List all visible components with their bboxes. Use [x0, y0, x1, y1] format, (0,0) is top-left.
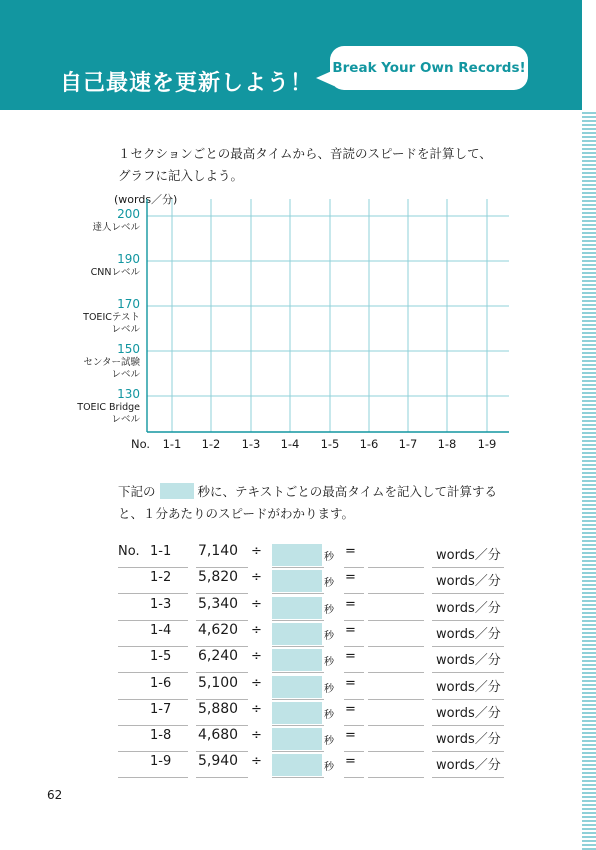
equals-sign: = [345, 596, 356, 612]
table-row [118, 568, 504, 594]
page-title: 自己最速を更新しよう！ [60, 71, 314, 96]
row-underline [196, 777, 248, 778]
seconds-label: 秒 [324, 630, 334, 642]
table-row [118, 700, 504, 726]
word-count: 6,240 [198, 648, 239, 665]
equals-sign: = [345, 675, 356, 691]
x-tick-label: 1-9 [477, 437, 497, 451]
table-row [118, 726, 504, 752]
seconds-label: 秒 [324, 762, 334, 774]
seconds-input-box[interactable] [272, 623, 322, 645]
x-tick-label: 1-2 [201, 437, 221, 451]
word-count: 4,680 [198, 727, 239, 744]
table-row [118, 752, 504, 778]
seconds-label: 秒 [324, 709, 334, 721]
level-label: センター試験 レベル [83, 357, 140, 380]
x-tick-label: 1-8 [437, 437, 457, 451]
seconds-box-sample [160, 483, 194, 499]
x-tick-label: 1-3 [241, 437, 261, 451]
seconds-input-box[interactable] [272, 544, 322, 566]
section-id: 1-6 [150, 675, 172, 691]
seconds-label: 秒 [324, 578, 334, 590]
section-id: 1-4 [150, 622, 172, 638]
level-label: CNNレベル [90, 267, 140, 278]
table-row [118, 621, 504, 647]
level-label: 達人レベル [92, 222, 140, 233]
words-per-minute-unit: words／分 [436, 600, 501, 616]
word-count: 5,940 [198, 753, 239, 770]
description-line-2: と、１分あたりのスピードがわかります。 [118, 506, 355, 521]
seconds-input-box[interactable] [272, 702, 322, 724]
equals-sign: = [345, 754, 356, 770]
section-id: 1-9 [150, 754, 172, 770]
seconds-input-box[interactable] [272, 676, 322, 698]
intro-line-1: １セクションごとの最高タイムから、音読のスピードを計算して、 [118, 146, 492, 161]
word-count: 5,820 [198, 569, 239, 586]
section-id: 1-2 [150, 570, 172, 586]
table-row [118, 595, 504, 621]
divide-sign: ÷ [251, 701, 262, 717]
divide-sign: ÷ [251, 622, 262, 638]
row-underline [344, 777, 364, 778]
words-per-minute-unit: words／分 [436, 574, 501, 590]
seconds-label: 秒 [324, 604, 334, 616]
seconds-input-box[interactable] [272, 597, 322, 619]
seconds-label: 秒 [324, 683, 334, 695]
word-count: 7,140 [198, 543, 239, 559]
row-no-label: No. [118, 544, 140, 559]
words-per-minute-unit: words／分 [436, 653, 501, 669]
words-per-minute-unit: words／分 [436, 732, 501, 748]
divide-sign: ÷ [251, 596, 262, 612]
row-underline [432, 777, 504, 778]
section-id: 1-7 [150, 701, 172, 717]
words-per-minute-unit: words／分 [436, 626, 501, 642]
equals-sign: = [345, 701, 356, 717]
equals-sign: = [345, 622, 356, 638]
y-tick-label: 200 [117, 207, 140, 221]
word-count: 4,620 [198, 621, 239, 638]
y-tick-label: 150 [117, 342, 140, 356]
divide-sign: ÷ [251, 649, 262, 665]
row-underline [368, 777, 424, 778]
seconds-input-box[interactable] [272, 728, 322, 750]
x-tick-label: 1-1 [162, 437, 182, 451]
seconds-input-box[interactable] [272, 570, 322, 592]
section-id: 1-5 [150, 649, 172, 665]
description-text [118, 481, 518, 525]
seconds-label: 秒 [324, 736, 334, 748]
word-count: 5,340 [198, 595, 239, 612]
x-tick-label: 1-5 [320, 437, 340, 451]
speech-bubble-text: Break Your Own Records! [332, 60, 526, 76]
seconds-input-box[interactable] [272, 649, 322, 671]
row-underline [118, 777, 188, 778]
section-id: 1-1 [150, 544, 172, 559]
page-number: 62 [47, 788, 63, 802]
y-tick-label: 170 [117, 297, 140, 311]
words-per-minute-unit: words／分 [436, 548, 501, 563]
equals-sign: = [345, 649, 356, 665]
words-per-minute-unit: words／分 [436, 758, 501, 774]
word-count: 5,880 [198, 700, 239, 717]
x-tick-label: 1-6 [359, 437, 379, 451]
grid-lines [147, 199, 509, 432]
row-underline [272, 777, 324, 778]
table-row [118, 647, 504, 673]
x-tick-label: 1-4 [280, 437, 300, 451]
level-label: TOEICテスト レベル [83, 312, 140, 335]
divide-sign: ÷ [251, 544, 262, 559]
table-row [118, 674, 504, 700]
description-before: 下記の [118, 484, 156, 499]
seconds-label: 秒 [324, 552, 334, 563]
word-count: 5,100 [198, 674, 239, 691]
equals-sign: = [345, 570, 356, 586]
x-axis-prefix: No. [131, 437, 151, 451]
divide-sign: ÷ [251, 728, 262, 744]
divide-sign: ÷ [251, 570, 262, 586]
section-id: 1-3 [150, 596, 172, 612]
equals-sign: = [345, 544, 356, 559]
level-label: TOEIC Bridge レベル [77, 402, 140, 425]
words-per-minute-unit: words／分 [436, 705, 501, 721]
y-tick-label: 130 [117, 387, 140, 401]
equals-sign: = [345, 728, 356, 744]
intro-line-2: グラフに記入しよう。 [118, 168, 244, 183]
words-per-minute-unit: words／分 [436, 679, 501, 695]
y-tick-label: 190 [117, 252, 140, 266]
section-id: 1-8 [150, 728, 172, 744]
seconds-input-box[interactable] [272, 754, 322, 776]
divide-sign: ÷ [251, 675, 262, 691]
description-after: 秒に、テキストごとの最高タイムを記入して計算する [197, 484, 498, 499]
seconds-label: 秒 [324, 657, 334, 669]
x-tick-label: 1-7 [398, 437, 418, 451]
chart-units-label: (words／分) [114, 193, 178, 206]
table-row [118, 542, 504, 568]
divide-sign: ÷ [251, 754, 262, 770]
